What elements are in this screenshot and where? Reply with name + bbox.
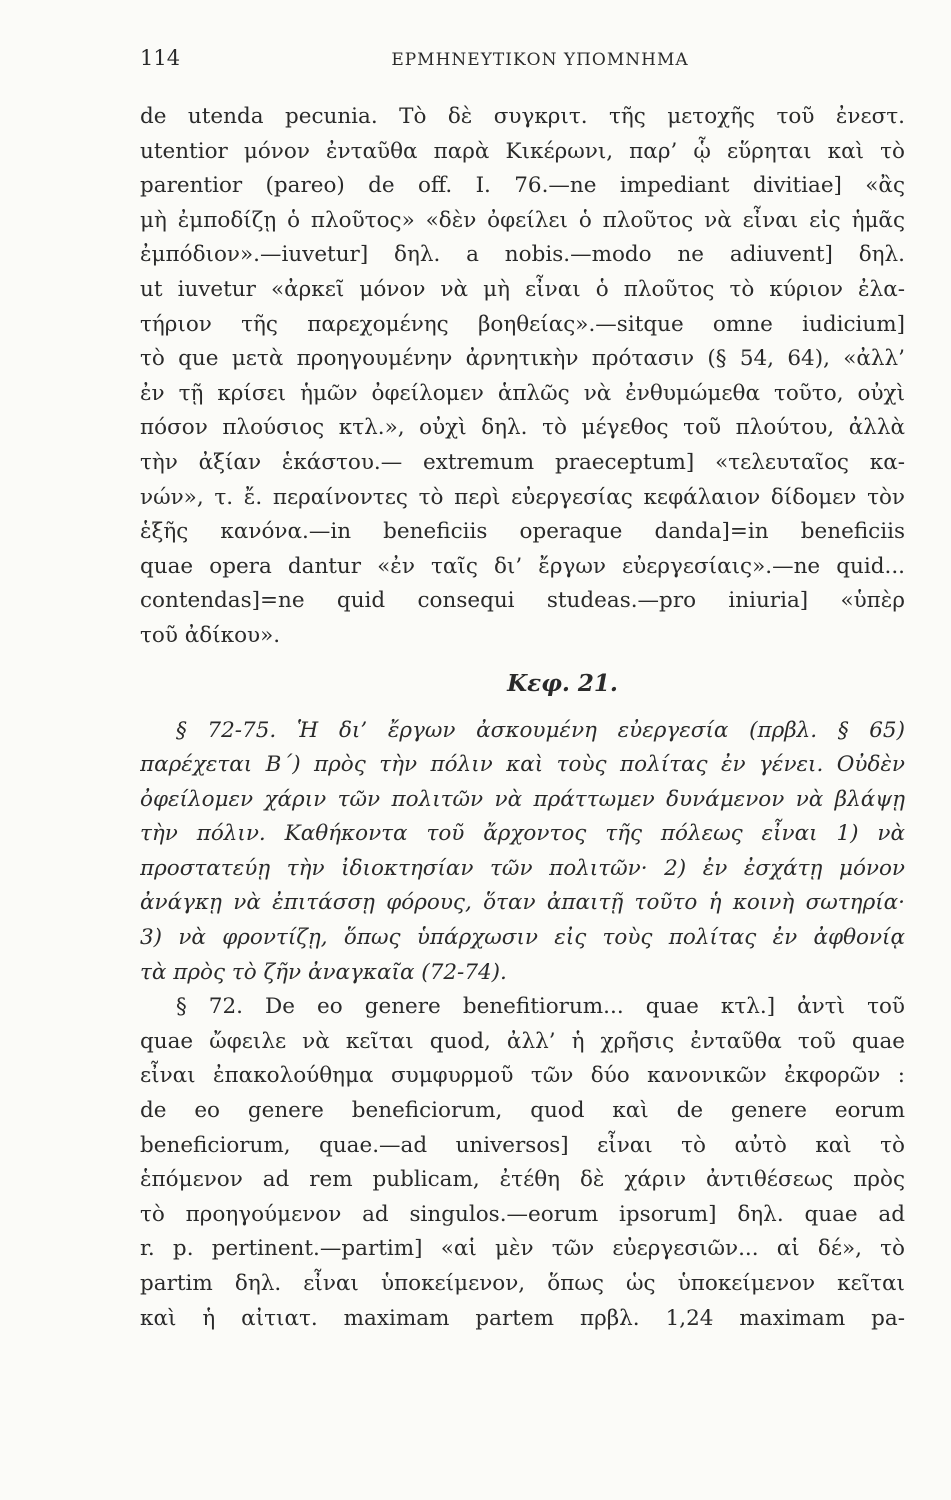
text-line: de eo genere beneficiorum, quod καὶ de genere eorum <box>140 1098 905 1124</box>
commentary-block-1 <box>140 100 905 654</box>
text-line: τοῦ ἀδίκου». <box>140 622 281 648</box>
page-body <box>140 100 905 1336</box>
commentary-block-2 <box>140 990 905 1336</box>
text-line: τὴν πόλιν. Καθήκοντα τοῦ ἄρχοντος τῆς πόλεως εἶναι 1) νὰ <box>140 821 905 847</box>
text-line: quae ὤφειλε νὰ κεῖται quod, ἀλλ’ ἡ χρῆσις ἐνταῦθα τοῦ quae <box>140 1028 905 1054</box>
text-line: τὸ que μετὰ προηγουμένην ἀρνητικὴν πρότασιν (§ 54, 64), «ἀλλ’ <box>140 346 905 372</box>
text-line: de utenda pecunia. Τὸ δὲ συγκριτ. τῆς μετοχῆς τοῦ ἐνεστ. <box>140 104 905 129</box>
text-line: τήριον τῆς παρεχομένης βοηθείας».—sitque omne iudicium] <box>140 311 905 337</box>
text-line: μὴ ἐμποδίζῃ ὁ πλοῦτος» «δὲν ὀφείλει ὁ πλοῦτος νὰ εἶναι εἰς ἡμᾶς <box>140 207 905 233</box>
text-line: ἑξῆς κανόνα.—in beneficiis operaque danda]=in beneficiis <box>140 519 905 545</box>
chapter-summary <box>140 714 905 991</box>
text-line: εἶναι ἐπακολούθημα συμφυρμοῦ τῶν δύο κανονικῶν ἐκφορῶν : <box>140 1063 905 1089</box>
text-line: quae opera dantur «ἐν ταῖς δι’ ἔργων εὐεργεσίαις».—ne quid... <box>140 553 905 579</box>
text-line: partim δηλ. εἶναι ὑποκείμενον, ὅπως ὡς ὑποκείμενον κεῖται <box>140 1271 905 1296</box>
text-line: πόσον πλούσιος κτλ.», οὐχὶ δηλ. τὸ μέγεθος τοῦ πλούτου, ἀλλὰ <box>140 415 905 441</box>
text-line: 3) νὰ φροντίζῃ, ὅπως ὑπάρχωσιν εἰς τοὺς πολίτας ἐν ἀφθονίᾳ <box>140 925 905 951</box>
text-line: utentior μόνον ἐνταῦθα παρὰ Κικέρωνι, παρ’ ᾧ εὕρηται καὶ τὸ <box>140 138 905 164</box>
text-line: ἑπόμενον ad rem publicam, ἐτέθη δὲ χάριν ἀντιθέσεως πρὸς <box>140 1167 905 1193</box>
text-line: ἐν τῇ κρίσει ἡμῶν ὀφείλομεν ἁπλῶς νὰ ἐνθυμώμεθα τοῦτο, οὐχὶ <box>140 380 905 406</box>
text-line: contendas]=ne quid consequi studeas.—pro iniuria] «ὑπὲρ <box>140 588 905 614</box>
chapter-heading: Κεφ. 21. <box>507 669 618 697</box>
text-line: τὰ πρὸς τὸ ζῆν ἀναγκαῖα (72-74). <box>140 959 507 985</box>
text-line: beneficiorum, quae.—ad universos] εἶναι τὸ αὐτὸ καὶ τὸ <box>140 1132 905 1158</box>
page-number: 114 <box>140 46 181 70</box>
text-line: παρέχεται Β´) πρὸς τὴν πόλιν καὶ τοὺς πολίτας ἐν γένει. Οὐδὲν <box>140 752 905 778</box>
text-line: § 72-75. Ἡ δι’ ἔργων ἀσκουμένη εὐεργεσία (πρβλ. § 65) <box>176 717 905 743</box>
text-line: ἀνάγκῃ νὰ ἐπιτάσσῃ φόρους, ὅταν ἀπαιτῇ τοῦτο ἡ κοινὴ σωτηρία· <box>140 890 905 916</box>
text-line: προστατεύῃ τὴν ἰδιοκτησίαν τῶν πολιτῶν· 2) ἐν ἐσχάτῃ μόνον <box>140 855 905 881</box>
text-line: νών», τ. ἔ. περαίνοντες τὸ περὶ εὐεργεσίας κεφάλαιον δίδομεν τὸν <box>140 484 905 510</box>
text-line: τὴν ἀξίαν ἑκάστου.— extremum praeceptum] «τελευταῖος κα- <box>140 449 905 475</box>
text-line: ὀφείλομεν χάριν τῶν πολιτῶν νὰ πράττωμεν δυνάμενον νὰ βλάψῃ <box>140 786 905 812</box>
text-line: ut iuvetur «ἀρκεῖ μόνον νὰ μὴ εἶναι ὁ πλοῦτος τὸ κύριον ἐλα- <box>140 276 905 302</box>
text-line: τὸ προηγούμενον ad singulos.—eorum ipsorum] δηλ. quae ad <box>140 1201 905 1227</box>
page-header <box>140 40 900 76</box>
running-title: ΕΡΜΗΝΕΥΤΙΚΟΝ ΥΠΟΜΝΗΜΑ <box>391 50 689 70</box>
text-line: § 72. De eo genere benefitiorum... quae κτλ.] ἀντὶ τοῦ <box>176 994 905 1020</box>
text-line: r. p. pertinent.—partim] «αἱ μὲν τῶν εὐεργεσιῶν... αἱ δέ», τὸ <box>140 1236 905 1262</box>
text-line: καὶ ἡ αἰτιατ. maximam partem πρβλ. 1,24 maximam pa- <box>140 1305 905 1331</box>
text-line: parentior (pareo) de off. I. 76.—ne impediant divitiae] «ἂς <box>140 173 905 199</box>
text-line: ἐμπόδιον».—iuvetur] δηλ. a nobis.—modo ne adiuvent] δηλ. <box>140 242 905 268</box>
